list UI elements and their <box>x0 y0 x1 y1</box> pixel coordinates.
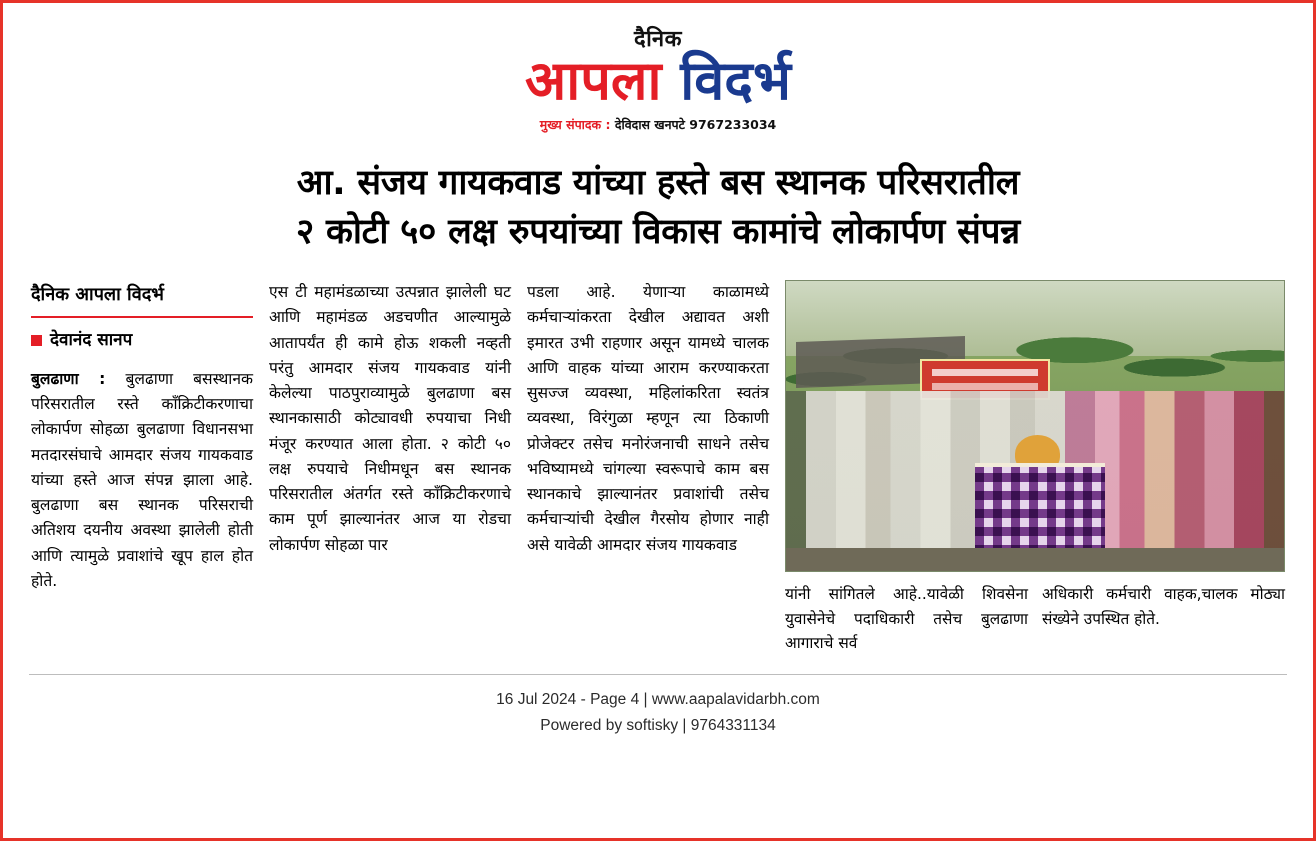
byline-name: देवानंद सानप <box>50 330 133 351</box>
editor-name: देविदास खनपटे 9767233034 <box>614 116 777 132</box>
caption-column-1: यांनी सांगितले आहे..यावेळी शिवसेना युवासेनेचे पदाधिकारी तसेच बुलढाणा आगाराचे सर्व <box>785 585 1028 653</box>
editor-label: मुख्य संपादक : <box>539 116 611 132</box>
masthead-title-part2: विदर्भ <box>680 49 791 112</box>
footer <box>3 675 1313 738</box>
page-title <box>31 159 1285 258</box>
headline-line-1: आ. संजय गायकवाड यांच्या हस्ते बस स्थानक परिसरातील <box>296 162 1020 203</box>
inauguration-ceremony-photo <box>785 280 1285 572</box>
caption-column-2: अधिकारी कर्मचारी वाहक,चालक मोठ्या संख्येने उपस्थित होते. <box>1042 585 1285 628</box>
article-column-1 <box>31 280 253 656</box>
masthead-title <box>3 49 1313 112</box>
masthead <box>3 3 1313 133</box>
masthead-editor-line <box>3 116 1313 133</box>
kicker-divider <box>31 316 253 318</box>
masthead-small-title: दैनिक <box>634 27 682 52</box>
photo-ground <box>786 548 1284 571</box>
footer-line-2: Powered by softisky | 9764331134 <box>540 716 776 734</box>
article-column-2: एस टी महामंडळाच्या उत्पन्नात झालेली घट आणि महामंडळ अडचणीत आल्यामुळे आतापर्यंत ही कामे होऊ शकली नव्हती परंतु आमदार संजय गायकवाड यांनी केलेल्या पाठपुराव्यामुळे बुलढाणा बस स्थानकासाठी कोट्यावधी रुपयाचा निधी मंजूर करण्यात आला होता. २ कोटी ५० लक्ष रुपयाचे निधीमधून बस स्थानक परिसरातील अंतर्गत रस्ते काँक्रिटीकरणाचे काम पूर्ण झाल्यानंतर आज या रोडचा लोकार्पण सोहळा पार <box>269 283 511 554</box>
dateline: बुलढाणा : <box>31 369 106 388</box>
photo-caption <box>785 582 1285 656</box>
byline-square-icon <box>31 335 42 346</box>
article-col1-text <box>31 367 253 594</box>
masthead-title-part1: आपला <box>525 49 681 112</box>
article-column-3: पडला आहे. येणाऱ्या काळामध्ये कर्मचाऱ्यांकरता देखील अद्यावत अशी इमारत उभी राहणार असून यामध्ये चालक आणि वाहक यांच्या आराम करण्याकरता सुसज्ज व्यवस्था, महिलांकरिता स्वतंत्र व्यवस्था, विरंगुळा म्हणून त्या ठिकाणी प्रोजेक्टर तसेच मनोरंजनाची साधने तसेच भविष्यामध्ये चांगल्या स्वरूपाचे काम बस स्थानकाचे झाल्यानंतर प्रवाशांची तसेच कर्मचाऱ्यांची देखील गैरसोय होणार नाही असे यावेळी आमदार संजय गायकवाड <box>527 283 769 554</box>
photo-block <box>785 280 1285 656</box>
byline <box>31 327 253 355</box>
page-inner <box>3 3 1313 838</box>
article-col1-body: बुलढाणा बसस्थानक परिसरातील रस्ते काँक्रिटीकरणाचा लोकार्पण सोहळा बुलढाणा विधानसभा मतदारसंघाचे आमदार संजय गायकवाड यांच्या हस्ते आज संपन्न झाला आहे. बुलढाणा बस स्थानक परिसराची अतिशय दयनीय अवस्था झालेली होती आणि त्यामुळे प्रवाशांचे खूप हाल होत होते. <box>31 369 253 590</box>
article-kicker: दैनिक आपला विदर्भ <box>31 284 164 306</box>
article-body <box>31 280 1285 656</box>
headline-line-2: २ कोटी ५० लक्ष रुपयांच्या विकास कामांचे लोकार्पण संपन्न <box>295 212 1021 253</box>
photo-table <box>975 463 1104 554</box>
footer-line-1: 16 Jul 2024 - Page 4 | www.aapalavidarbh.com <box>496 690 820 708</box>
